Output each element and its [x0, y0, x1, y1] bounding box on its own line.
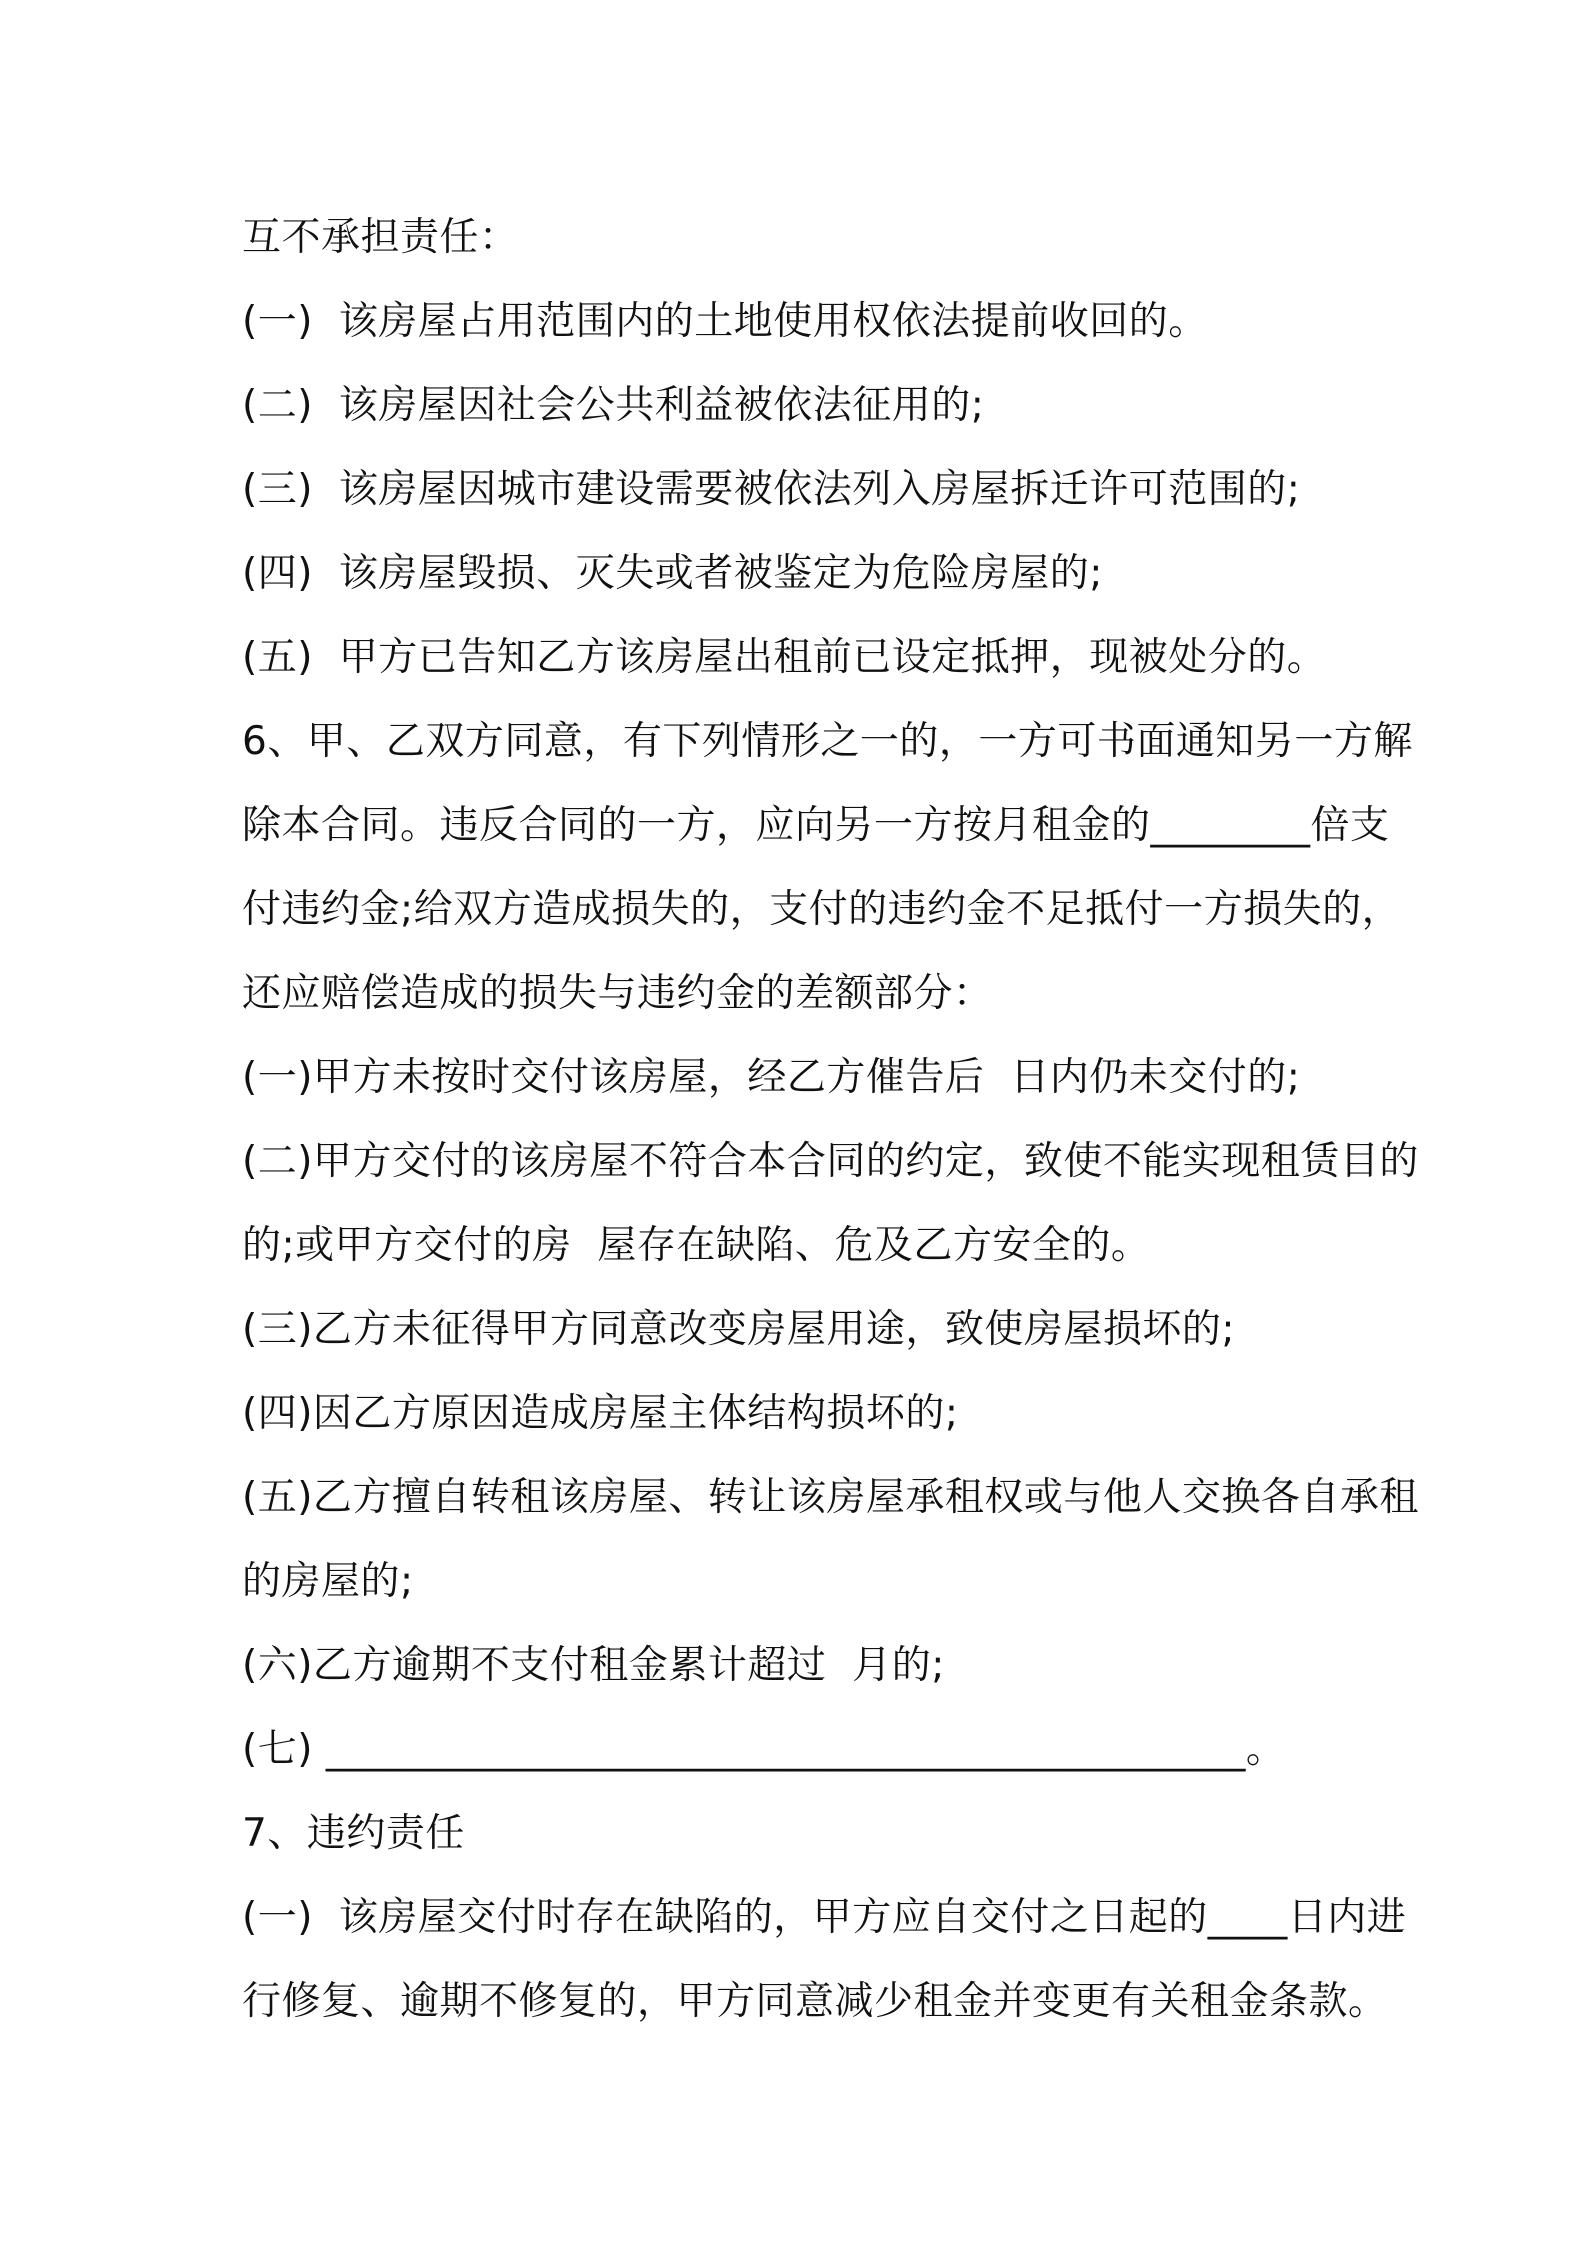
text-line: 的房屋的; — [242, 1559, 414, 1604]
text-line: 付违约金;给双方造成损失的，支付的违约金不足抵付一方损失的， — [242, 887, 1402, 932]
text-line: (一) 该房屋占用范围内的土地使用权依法提前收回的。 — [242, 299, 1208, 344]
text-line: (一)甲方未按时交付该房屋，经乙方催告后 日内仍未交付的; — [242, 1055, 1301, 1100]
text-line: (二)甲方交付的该房屋不符合本合同的约定，致使不能实现租赁目的 — [242, 1139, 1419, 1184]
text-line: 的;或甲方交付的房 屋存在缺陷、危及乙方安全的。 — [242, 1223, 1151, 1268]
text-line: (六)乙方逾期不支付租金累计超过 月的; — [242, 1643, 945, 1688]
text-line: (四)因乙方原因造成房屋主体结构损坏的; — [242, 1391, 959, 1436]
text-line: (四) 该房屋毁损、灭失或者被鉴定为危险房屋的; — [242, 551, 1103, 596]
text-line: 还应赔偿造成的损失与违约金的差额部分： — [242, 971, 993, 1016]
text-line: (三)乙方未征得甲方同意改变房屋用途，致使房屋损坏的; — [242, 1307, 1236, 1352]
text-line: (五) 甲方已告知乙方该房屋出租前已设定抵押，现被处分的。 — [242, 635, 1327, 680]
text-line: 6、甲、乙双方同意，有下列情形之一的，一方可书面通知另一方解 — [242, 719, 1413, 764]
text-line: 行修复、逾期不修复的，甲方同意减少租金并变更有关租金条款。 — [242, 1979, 1388, 2024]
document-body — [242, 196, 1419, 2044]
text-line: (一) 该房屋交付时存在缺陷的，甲方应自交付之日起的____日内进 — [242, 1895, 1407, 1940]
text-line: (五)乙方擅自转租该房屋、转让该房屋承租权或与他人交换各自承租 — [242, 1475, 1419, 1520]
text-line: 互不承担责任： — [242, 215, 519, 260]
text-line: 7、违约责任 — [242, 1811, 465, 1856]
text-line: (七) ______________________________________________。 — [242, 1727, 1286, 1772]
text-line: 除本合同。违反合同的一方，应向另一方按月租金的________倍支 — [242, 803, 1390, 848]
text-line: (三) 该房屋因城市建设需要被依法列入房屋拆迁许可范围的; — [242, 467, 1301, 512]
text-line: (二) 该房屋因社会公共利益被依法征用的; — [242, 383, 985, 428]
